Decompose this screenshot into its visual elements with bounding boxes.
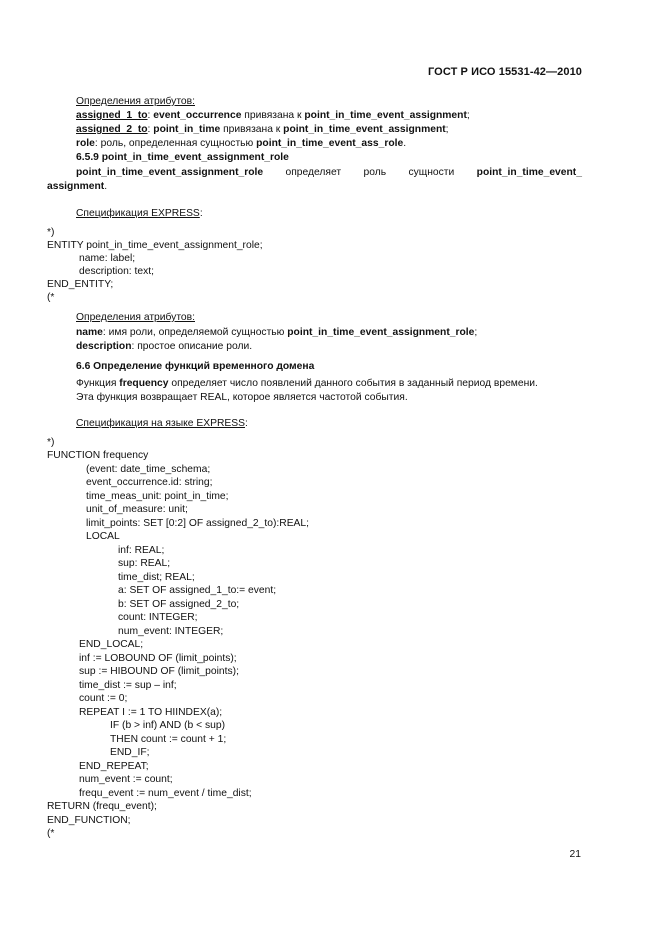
text: : xyxy=(199,208,203,219)
code-line: RETURN (frequ_event); xyxy=(47,801,157,812)
section-6-5-9-paragraph-line2 xyxy=(47,180,107,193)
entity-name: point_in_time_event_assignment xyxy=(283,124,446,135)
text: . xyxy=(104,181,108,192)
text: ; xyxy=(445,124,449,135)
document-header: ГОСТ Р ИСО 15531-42—2010 xyxy=(427,66,582,78)
attr-name: assigned_1_to xyxy=(76,110,148,121)
section-6-5-9-paragraph-line1 xyxy=(76,166,582,179)
code-line: name: label; xyxy=(79,253,136,264)
code-line: time_dist := sup – inf; xyxy=(79,680,177,691)
text: сущности xyxy=(408,167,455,178)
code-line: num_event: INTEGER; xyxy=(118,626,224,637)
code-line: (* xyxy=(47,828,55,839)
attr-target: point_in_time xyxy=(153,124,221,135)
code-line: END_REPEAT; xyxy=(79,761,149,772)
entity-name: point_in_time_event_ass_role xyxy=(256,138,404,149)
code-line: inf: REAL; xyxy=(118,545,165,556)
text: привязана к xyxy=(241,110,305,121)
code-line: (* xyxy=(47,292,55,303)
code-line: count := 0; xyxy=(79,693,128,704)
text: Спецификация на языке EXPRESS xyxy=(76,418,245,429)
code-line: frequ_event := num_event / time_dist; xyxy=(79,788,252,799)
text: определяет xyxy=(285,167,342,178)
express-specification-heading xyxy=(76,417,248,430)
code-line: a: SET OF assigned_1_to:= event; xyxy=(118,585,277,596)
attr-definitions-heading: Определения атрибутов: xyxy=(76,96,195,107)
text: привязана к xyxy=(220,124,284,135)
text: . xyxy=(403,138,407,149)
attr-definition-assigned-2-to xyxy=(76,123,449,136)
code-line: END_LOCAL; xyxy=(79,639,144,650)
text: ; xyxy=(466,110,470,121)
section-6-6-paragraph-line1 xyxy=(76,377,538,390)
code-line: unit_of_measure: unit; xyxy=(86,504,188,515)
section-heading-6-6: 6.6 Определение функций временного домена xyxy=(76,361,315,372)
code-line: limit_points: SET [0:2] OF assigned_2_to):REAL; xyxy=(86,518,310,529)
code-line: REPEAT I := 1 TO HIINDEX(a); xyxy=(79,707,223,718)
attr-name: description xyxy=(76,341,132,352)
code-line: event_occurrence.id: string; xyxy=(86,477,213,488)
code-line: (event: date_time_schema; xyxy=(86,464,211,475)
text: : простое описание роли. xyxy=(131,341,253,352)
code-line: description: text; xyxy=(79,266,154,277)
code-line: THEN count := count + 1; xyxy=(110,734,227,745)
text: определяет число появлений данного события в заданный период времени. xyxy=(168,378,538,389)
page-number: 21 xyxy=(569,849,581,860)
code-line: IF (b > inf) AND (b < sup) xyxy=(110,720,226,731)
entity-name: point_in_time_event_ xyxy=(476,167,582,178)
attr-definition-name xyxy=(76,326,477,339)
express-specification-heading xyxy=(76,207,203,220)
code-line: FUNCTION frequency xyxy=(47,450,149,461)
code-line: END_FUNCTION; xyxy=(47,815,131,826)
attr-definition-description xyxy=(76,340,252,353)
code-line: num_event := count; xyxy=(79,774,173,785)
code-line: inf := LOBOUND OF (limit_points); xyxy=(79,653,237,664)
code-line: *) xyxy=(47,437,55,448)
text: Функция xyxy=(76,378,120,389)
function-name: frequency xyxy=(119,378,169,389)
separator: : xyxy=(147,124,154,135)
text: ; xyxy=(474,327,478,338)
code-line: count: INTEGER; xyxy=(118,612,198,623)
text: : xyxy=(244,418,248,429)
separator: : xyxy=(147,110,154,121)
entity-name: assignment xyxy=(47,181,105,192)
section-6-6-paragraph-line2: Эта функция возвращает REAL, которое является частотой события. xyxy=(76,392,408,403)
code-line: ENTITY point_in_time_event_assignment_role; xyxy=(47,240,263,251)
code-line: sup := HIBOUND OF (limit_points); xyxy=(79,666,239,677)
text: : роль, определенная сущностью xyxy=(94,138,257,149)
attr-target: event_occurrence xyxy=(153,110,242,121)
entity-name: point_in_time_event_assignment xyxy=(304,110,467,121)
attr-definition-assigned-1-to xyxy=(76,109,470,122)
code-line: b: SET OF assigned_2_to; xyxy=(118,599,240,610)
text: : имя роли, определяемой сущностью xyxy=(102,327,288,338)
text: Спецификация EXPRESS xyxy=(76,208,200,219)
code-line: time_dist; REAL; xyxy=(118,572,195,583)
code-line: LOCAL xyxy=(86,531,120,542)
code-line: *) xyxy=(47,227,55,238)
attr-name: name xyxy=(76,327,103,338)
section-heading-6-5-9: 6.5.9 point_in_time_event_assignment_role xyxy=(76,152,289,163)
attr-name: assigned_2_to xyxy=(76,124,148,135)
code-line: END_IF; xyxy=(110,747,150,758)
code-line: END_ENTITY; xyxy=(47,279,114,290)
attr-definitions-heading: Определения атрибутов: xyxy=(76,312,195,323)
attr-definition-role xyxy=(76,137,406,150)
code-line: sup: REAL; xyxy=(118,558,171,569)
entity-name: point_in_time_event_assignment_role xyxy=(76,167,264,178)
code-line: time_meas_unit: point_in_time; xyxy=(86,491,229,502)
entity-name: point_in_time_event_assignment_role xyxy=(287,327,475,338)
attr-name: role xyxy=(76,138,95,149)
text: роль xyxy=(363,167,387,178)
